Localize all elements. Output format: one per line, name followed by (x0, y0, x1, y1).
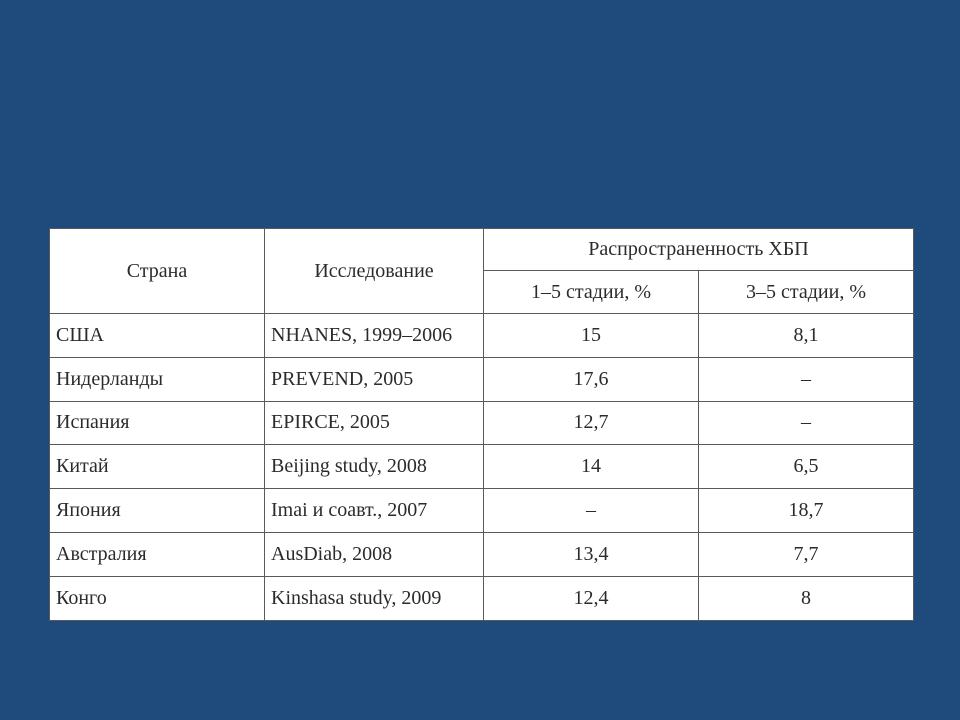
cell-country: Испания (50, 401, 265, 445)
cell-stages-3-5: – (699, 401, 914, 445)
header-stages-1-5: 1–5 стадии, % (484, 271, 699, 314)
table-row (50, 532, 914, 576)
table-row (50, 314, 914, 358)
cell-stages-1-5: 12,7 (484, 401, 699, 445)
cell-stages-1-5: 12,4 (484, 576, 699, 620)
table-row (50, 445, 914, 489)
cell-stages-3-5: 18,7 (699, 489, 914, 533)
cell-stages-3-5: 7,7 (699, 532, 914, 576)
header-stages-3-5: 3–5 стадии, % (699, 271, 914, 314)
cell-study: Imai и соавт., 2007 (265, 489, 484, 533)
cell-stages-1-5: 13,4 (484, 532, 699, 576)
cell-country: США (50, 314, 265, 358)
cell-country: Китай (50, 445, 265, 489)
cell-stages-3-5: 8 (699, 576, 914, 620)
cell-country: Австралия (50, 532, 265, 576)
cell-stages-3-5: 8,1 (699, 314, 914, 358)
cell-stages-1-5: 15 (484, 314, 699, 358)
ckd-prevalence-table (49, 228, 914, 621)
header-row-1 (50, 229, 914, 271)
table-row (50, 489, 914, 533)
cell-stages-3-5: – (699, 357, 914, 401)
cell-study: PREVEND, 2005 (265, 357, 484, 401)
cell-study: Kinshasa study, 2009 (265, 576, 484, 620)
table-row (50, 576, 914, 620)
cell-study: AusDiab, 2008 (265, 532, 484, 576)
header-study: Исследование (265, 229, 484, 314)
cell-stages-1-5: 14 (484, 445, 699, 489)
cell-study: NHANES, 1999–2006 (265, 314, 484, 358)
prevalence-table-container (49, 228, 913, 620)
header-prevalence-group: Распространенность ХБП (484, 229, 914, 271)
table-row (50, 357, 914, 401)
cell-stages-1-5: – (484, 489, 699, 533)
cell-country: Япония (50, 489, 265, 533)
cell-stages-1-5: 17,6 (484, 357, 699, 401)
cell-country: Нидерланды (50, 357, 265, 401)
cell-study: Beijing study, 2008 (265, 445, 484, 489)
cell-study: EPIRCE, 2005 (265, 401, 484, 445)
table-row (50, 401, 914, 445)
header-country: Страна (50, 229, 265, 314)
cell-country: Конго (50, 576, 265, 620)
cell-stages-3-5: 6,5 (699, 445, 914, 489)
